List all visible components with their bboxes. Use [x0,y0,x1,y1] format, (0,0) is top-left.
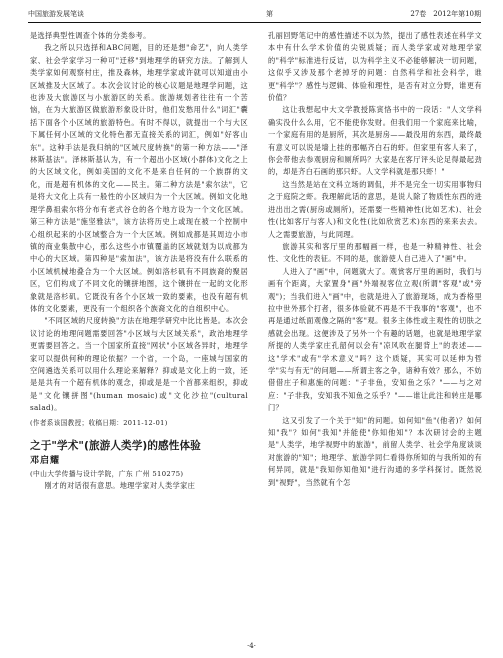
body-paragraph: 人进入了"画"中，问题就大了。观赏客厅里的画时，我们与画有个距离，大家置身"画"外端视客位立观(所谓"客观"或"旁观")；当我们进入"画"中，也就是进入了旅游现场，成为香格里拉中世外那个打者，很多体验就不再是不干我事的"客观"，也不再是通过纸面观像之隔的"客"观。很多主体性或主观性的切肤之感就会出现。这便涉及了另外一个有趣的话题，也就是地理学家所提的人类学家庄孔韶何以会有"凉风吹在腿背上"的表述——这"学术"或有"学术意义"吗？这个质疑，其实可以延伸为哲学"实与有无"的问题——所谓主客之争，诸种有效？那么，不妨借借庄子和惠施的问题："子非鱼，安知鱼之乐？"——与之对应："子非我，安知我不知鱼之乐乎？"——谁让此注和转庄是哪门？ [268,266,482,413]
page-number: ·4· [247,642,256,650]
body-paragraph: 我之所以只选择和ABC问题，目的还是想"命艺"，向人类学家、社会学家学习一种可"迁移"到地理学的研究方法。了解到人类学家如何观察村庄，推及森林，地理学家或许就可以知道由小区域推及大区域了。本次会议讨论的核心议题是地理学问题，这也涉及大旅游区与小旅游区的关系。旅游规划者往往有一个苦恼，在为大旅游区做旅游形象设计时，他们发愁用什么"词汇"囊括下面各个小区域的旅游特色。有时不得以，就提出一个与大区下属任何小区域的文化特色都无直接关系的词汇，例如"好客山东"。这种手法是我归纳的"区域尺度转换"的第一种方法——"泽林斯基法"。泽林斯基认为，有一个超出小区域(小群体)文化之上的大区域文化，例如美国的文化不是来自任何的一个族群的文化，而是超有机体的文化——民主。第二种方法是"索尔法"，它是将大文化上兵有一般性的小区域归为一个大区域。例如文化地理学鼻祖索尔将分布有老式谷仓的各个地方设为一个文化区域。第三种方法是"施坚雅法"，该方法将历史上或现在被一个控制中心组织起来的小区域整合为一个大区域。例如成都是其周边小市镇的商业集散中心，那么这些小市镇覆盖的区域就划为以成都为中心的大区域。第四种是"索加法"，该方法是将没有什么联系的小区域机械地叠合为一个大区域。例如洛杉矶有不同族裔的聚居区，它们构成了不同文化的镶拼地图，这个镶拼在一起的文化形象就是洛杉矶。它既没有各个小区域一致的要素，也没有超有机体的文化要素，更没有一个组织各个族裔文化的自组织中心。 [30,43,248,313]
header-rule [28,22,481,23]
body-paragraph: 是选择典型性调查个体的分类参考。 [30,31,151,40]
running-header [28,8,481,21]
body-paragraph: 孔丽回野笔记中的感性描述不以为然，提出了感性表述在科学文本中有什么学术价值的尖锐质疑；而人类学家或对地理学家的"科学"标准进行反诘，以为科学主义不必能够解决一切问题，这似乎又涉及那个老掉牙的问题：自然科学和社会科学，谁更"科学"？感性与逻辑、体验和理性，是否有对立分野，谁更有价值？ [268,31,482,103]
author-affiliation: (中山大学传播与设计学院，广东 广州 510275) [30,470,184,478]
body-paragraph: 这当然是站在文科立场的调侃，并不是完全一切实用事物归之于庭院之虾。我理解此话的意思，是说人除了物质性东西的进进出出之需(厨房或厕所)，还需要一些精神性(比如艺术)、社会性(比如客厅与客人)和文化性(比如欣赏艺术)东西的来来去去。人之需要旅游，与此同理。 [268,179,482,239]
body-paragraph: "不同区域的尺度转换"方法在地理学研究中比比皆是。本次会议讨论的地理问题需要回答"小区域与大区域关系"，政治地理学更需要回答之。当一个国家所直接"网状"小区域各异时，地理学家可以提供何种的理论依据？一个省，一个岛，一座城与国家的空间遴选关系可以用什么理论来解释？抑或是文化上的一致，还是是共有一个超有机体的观念，抑或是是一个首都来组织，抑或是"文化镶拼图"(human mosaic)或"文化沙拉"(cultural salad)。 [30,316,248,413]
body-paragraph: 刚才的对话很有意思。地理学家对人类学家庄 [44,481,196,490]
body-paragraph: 这让我想起中大文学教授陈寅恪书中的一段话："人文学科确实没什么么用，它不能使你发财。但我们用一个家庭来比喻，一个家庭有用的是厨所，其次是厨房——最没用的东西，最终最有意义可以说是墙上挂的那幅齐白石的虾。但家里有客人来了，你会带他去参观厨房和厕所吗？大家是在客厅评头论足得最起劲的，却是齐白石画的那只虾。人文学科就是那只虾！" [268,105,482,177]
left-column [30,30,248,640]
header-section: 第 [266,10,273,18]
article-title: 之于"学术"(旅游人类学)的感性体验 [30,440,201,452]
author-note: (作者系该国教授；收稿日期：2011-12-01) [30,418,168,427]
body-paragraph: 旅游其实和客厅里的那幅画一样，也是一种精神性、社会性、文化性的表征。不同的是，旅游使人自己进入了"画"中。 [268,241,482,264]
right-column [268,30,482,640]
journal-name: 中国旅游发展笔谈 [28,10,84,18]
issue-info: 27卷 2012年第10期 [410,10,481,18]
article-author: 邓启耀 [30,456,61,466]
body-paragraph: 这又引发了一个关于"知"的问题。如何知"鱼"(他者)？如何知"我"？如何"我知"并能使"你知他知"？本次研讨会的主题是"人类学，地学视野中的旅游"，前留人类学、社会学角度谈谈对旅游的"知"；地理学、旅游学同仁看得你所知的与我所知的有何异同，就是"我知你知他知"进行沟通的多学科探讨。既然说到"视野"，当然就有个怎 [268,415,482,487]
